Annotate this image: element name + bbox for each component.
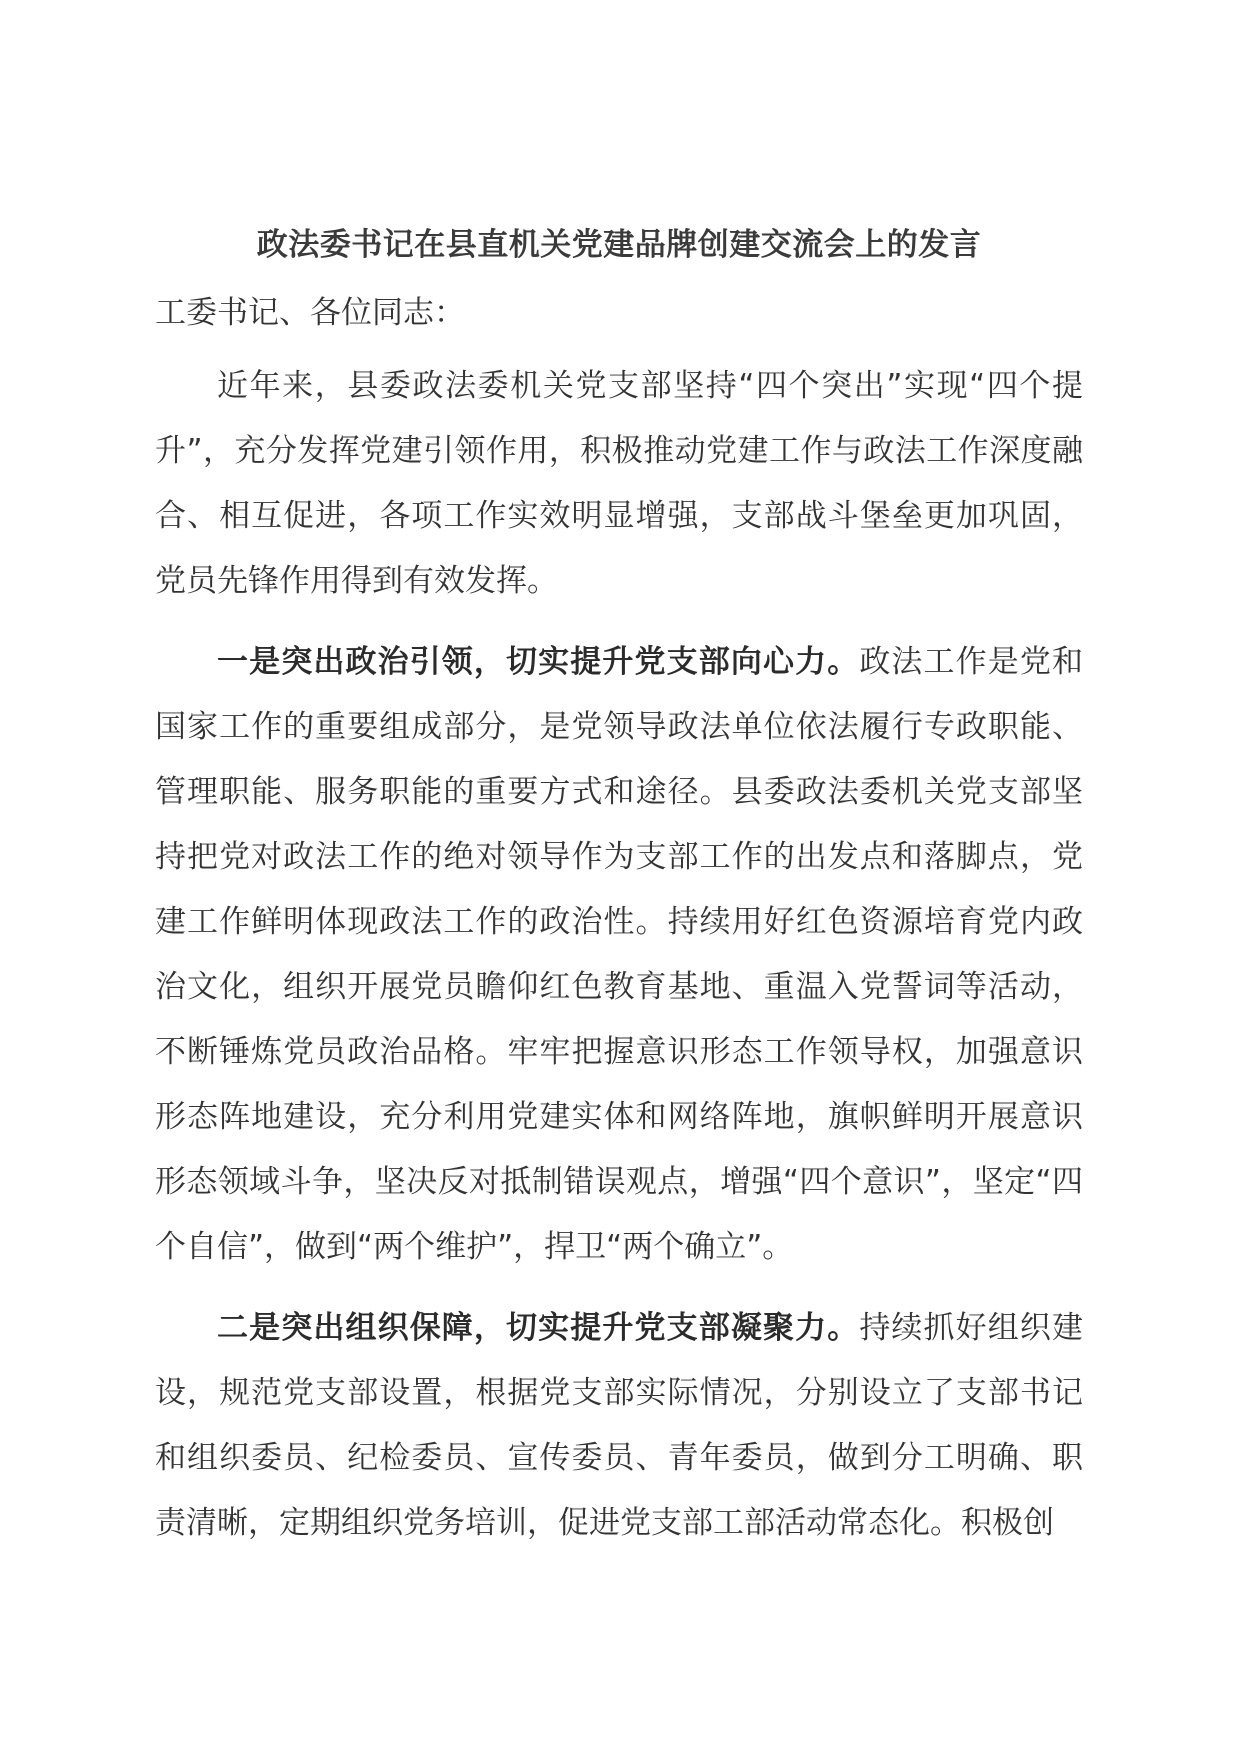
paragraph-political-leadership-text: 政法工作是党和国家工作的重要组成部分，是党领导政法单位依法履行专政职能、管理职能、服务职能的重要方式和途径。县委政法委机关党支部坚持把党对政法工作的绝对领导作为支部工作的出发点和落脚点，党建工作鲜明体现政法工作的政治性。持续用好红色资源培育党内政治文化，组织开展党员瞻仰红色教育基地、重温入党誓词等活动，不断锤炼党员政治品格。牢牢把握意识形态工作领导权，加强意识形态阵地建设，充分利用党建实体和网络阵地，旗帜鲜明开展意识形态领域斗争，坚决反对抵制错误观点，增强“四个意识”，坚定“四个自信”，做到“两个维护”，捍卫“两个确立”。: [155, 644, 1084, 1265]
paragraph-organizational-guarantee: [155, 1296, 1083, 1556]
paragraph-organizational-guarantee-text: 持续抓好组织建设，规范党支部设置，根据党支部实际情况，分别设立了支部书记和组织委员、纪检委员、宣传委员、青年委员，做到分工明确、职责清晰，定期组织党务培训，促进党支部工部活动常态化。积极创: [155, 1310, 1084, 1541]
paragraph-intro-text: 近年来，县委政法委机关党支部坚持“四个突出”实现“四个提升”，充分发挥党建引领作用，积极推动党建工作与政法工作深度融合、相互促进，各项工作实效明显增强，支部战斗堡垒更加巩固，党员先锋作用得到有效发挥。: [155, 368, 1083, 599]
document-title: 政法委书记在县直机关党建品牌创建交流会上的发言: [256, 227, 982, 263]
document-page: [155, 222, 1083, 1572]
paragraph-political-leadership-lead: 一是突出政治引领，切实提升党支部向心力。: [217, 644, 860, 680]
salutation: 工委书记、各位同志：: [155, 295, 465, 331]
paragraph-organizational-guarantee-lead: 二是突出组织保障，切实提升党支部凝聚力。: [217, 1310, 860, 1346]
paragraph-political-leadership: [155, 630, 1083, 1280]
paragraph-intro: [155, 354, 1083, 614]
